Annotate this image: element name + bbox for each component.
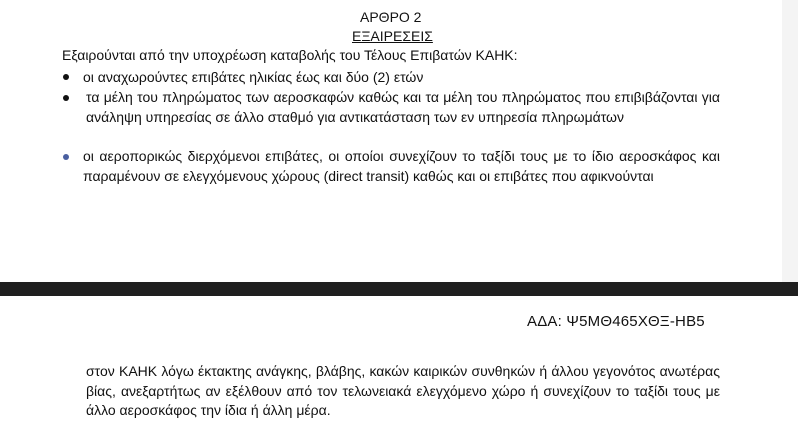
- intro-paragraph: Εξαιρούνται από την υποχρέωση καταβολής του Τέλους Επιβατών ΚΑΗΚ:: [62, 47, 518, 63]
- continuation-paragraph: στον ΚΑΗΚ λόγω έκτακτης ανάγκης, βλάβης, κακών καιρικών συνθηκών ή άλλου γεγονότος ανωτέρας βίας, ανεξαρτήτως αν εξέλθουν από τον τελωνειακά ελεγχόμενο χώρο ή συνεχίζουν το ταξίδι τους με άλλο αεροσκάφος την ίδια ή άλλη μέρα.: [86, 363, 720, 419]
- page-separator: [0, 282, 798, 296]
- bullet-item-1: οι αναχωρούντες επιβάτες ηλικίας έως και δύο (2) ετών: [83, 69, 424, 85]
- ada-code: ΑΔΑ: Ψ5ΜΘ465ΧΘΞ-ΗΒ5: [527, 313, 705, 330]
- bullet-item-2: τα μέλη του πληρώματος των αεροσκαφών καθώς και τα μέλη του πληρώματος που επιβιβάζονται για ανάληψη υπηρεσίας σε άλλο σταθμό για αντικατάσταση των εν υπηρεσία πληρωμάτων: [86, 89, 720, 125]
- document-page-2: [0, 296, 798, 435]
- article-subtitle: ΕΞΑΙΡΕΣΕΙΣ: [352, 28, 433, 44]
- bullet-dot-icon: [63, 154, 69, 160]
- bullet-dot-icon: [63, 74, 69, 80]
- bullet-item-3: οι αεροπορικώς διερχόμενοι επιβάτες, οι οποίοι συνεχίζουν το ταξίδι τους με το ίδιο αεροσκάφος και παραμένουν σε ελεγχόμενους χώρους (direct transit) καθώς και οι επιβάτες που αφικνούνται: [83, 148, 720, 184]
- bullet-dot-icon: [63, 95, 69, 101]
- page-gutter: [782, 0, 798, 282]
- article-title: ΑΡΘΡΟ 2: [360, 9, 422, 25]
